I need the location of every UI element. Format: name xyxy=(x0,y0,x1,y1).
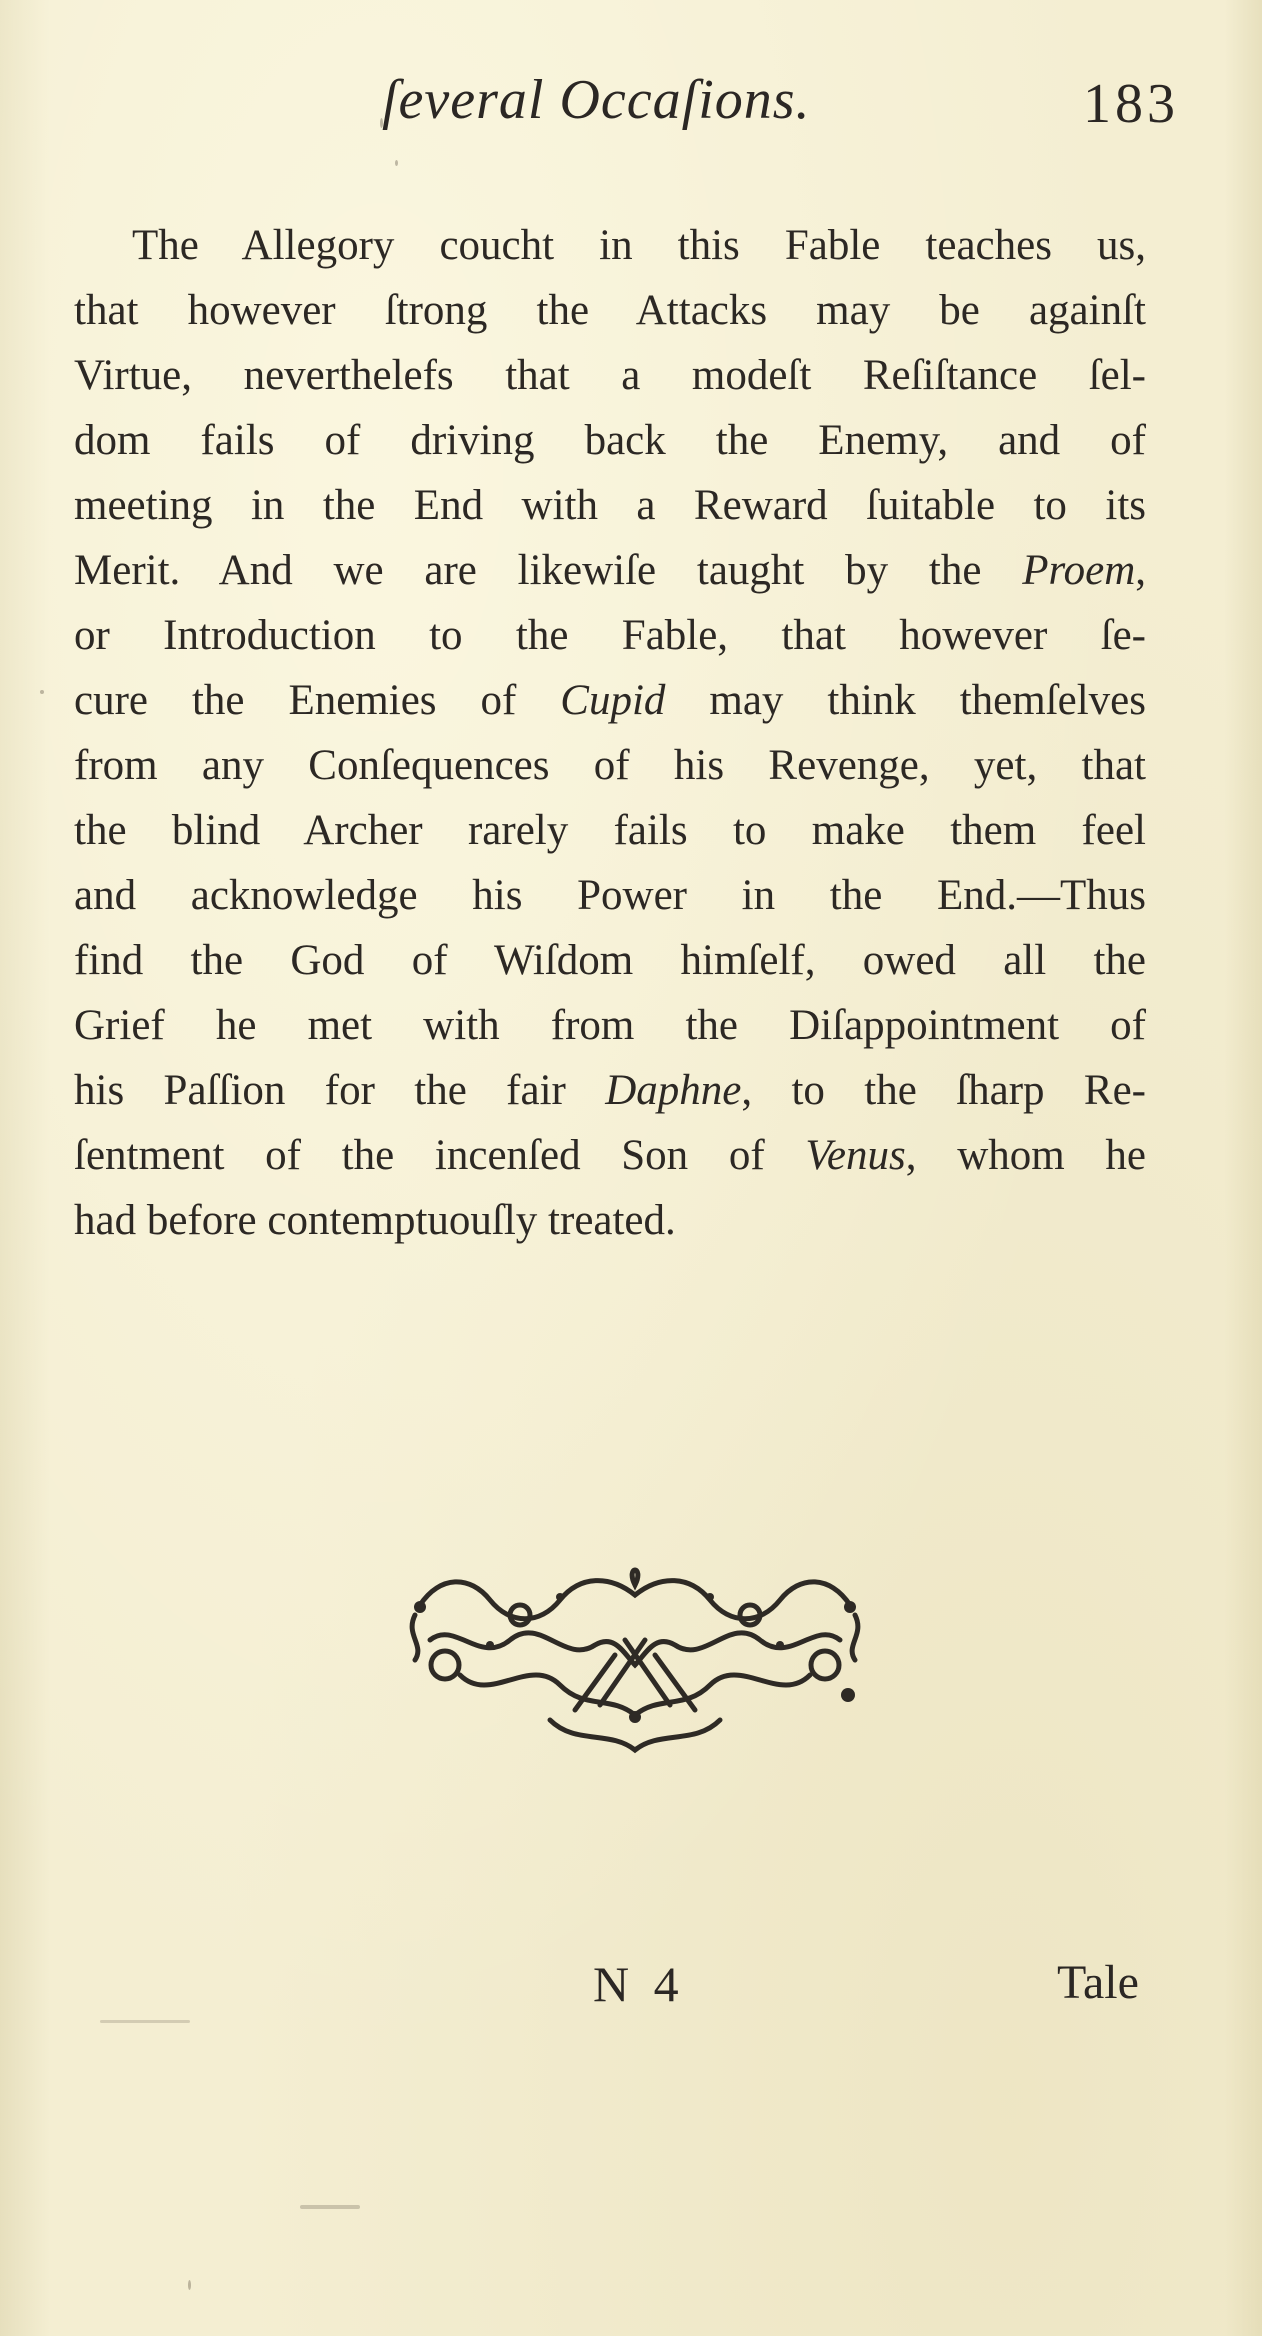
italic-word-proem: Proem xyxy=(1022,547,1136,594)
text-line: the blind Archer rarely fails to make them feel xyxy=(74,807,1146,854)
text-line: his Paſſion for the fair Daphne, to the ſharp Re- xyxy=(74,1067,1146,1114)
italic-word-cupid: Cupid xyxy=(560,677,666,724)
paper-speck xyxy=(380,118,383,128)
paper-speck xyxy=(300,2205,360,2209)
text-line: and acknowledge his Power in the End.—Thus xyxy=(74,872,1146,919)
text-line: find the God of Wiſdom himſelf, owed all the xyxy=(74,937,1146,984)
text-line: ſentment of the incenſed Son of Venus, whom he xyxy=(74,1132,1146,1179)
text-line: had before contemptuouſly treated. xyxy=(74,1197,676,1244)
paper-speck xyxy=(40,690,44,694)
text-line: that however ſtrong the Attacks may be againſt xyxy=(74,287,1146,334)
page-footer xyxy=(0,1955,1262,2035)
text-line: Merit. And we are likewiſe taught by the Proem, xyxy=(74,547,1146,594)
text-line: dom fails of driving back the Enemy, and of xyxy=(74,417,1146,464)
running-head xyxy=(0,58,1262,148)
italic-word-venus: Venus xyxy=(805,1132,906,1179)
running-title: ſeveral Occaſions. xyxy=(382,69,811,131)
catchword: Tale xyxy=(1057,1956,1139,2009)
paper-speck xyxy=(100,2020,190,2023)
text-line: meeting in the End with a Reward ſuitable to its xyxy=(74,482,1146,529)
text-line: Virtue, neverthelefs that a modeſt Reſiſtance ſel- xyxy=(74,352,1146,399)
page-number: 183 xyxy=(1083,73,1179,135)
printers-ornament-tailpiece xyxy=(400,1545,870,1775)
signature-mark: N 4 xyxy=(593,1956,685,2012)
paper-speck xyxy=(188,2280,191,2290)
text-line: cure the Enemies of Cupid may think themſelves xyxy=(74,677,1147,724)
body-paragraph xyxy=(74,213,1146,1253)
text-line: The Allegory coucht in this Fable teaches us, xyxy=(132,222,1146,269)
italic-word-daphne: Daphne xyxy=(605,1067,742,1114)
paper-speck xyxy=(395,160,398,166)
text-line: or Introduction to the Fable, that however ſe- xyxy=(74,612,1146,659)
text-line: Grief he met with from the Diſappointment of xyxy=(74,1002,1146,1049)
text-line: from any Conſequences of his Revenge, yet, that xyxy=(74,742,1146,789)
